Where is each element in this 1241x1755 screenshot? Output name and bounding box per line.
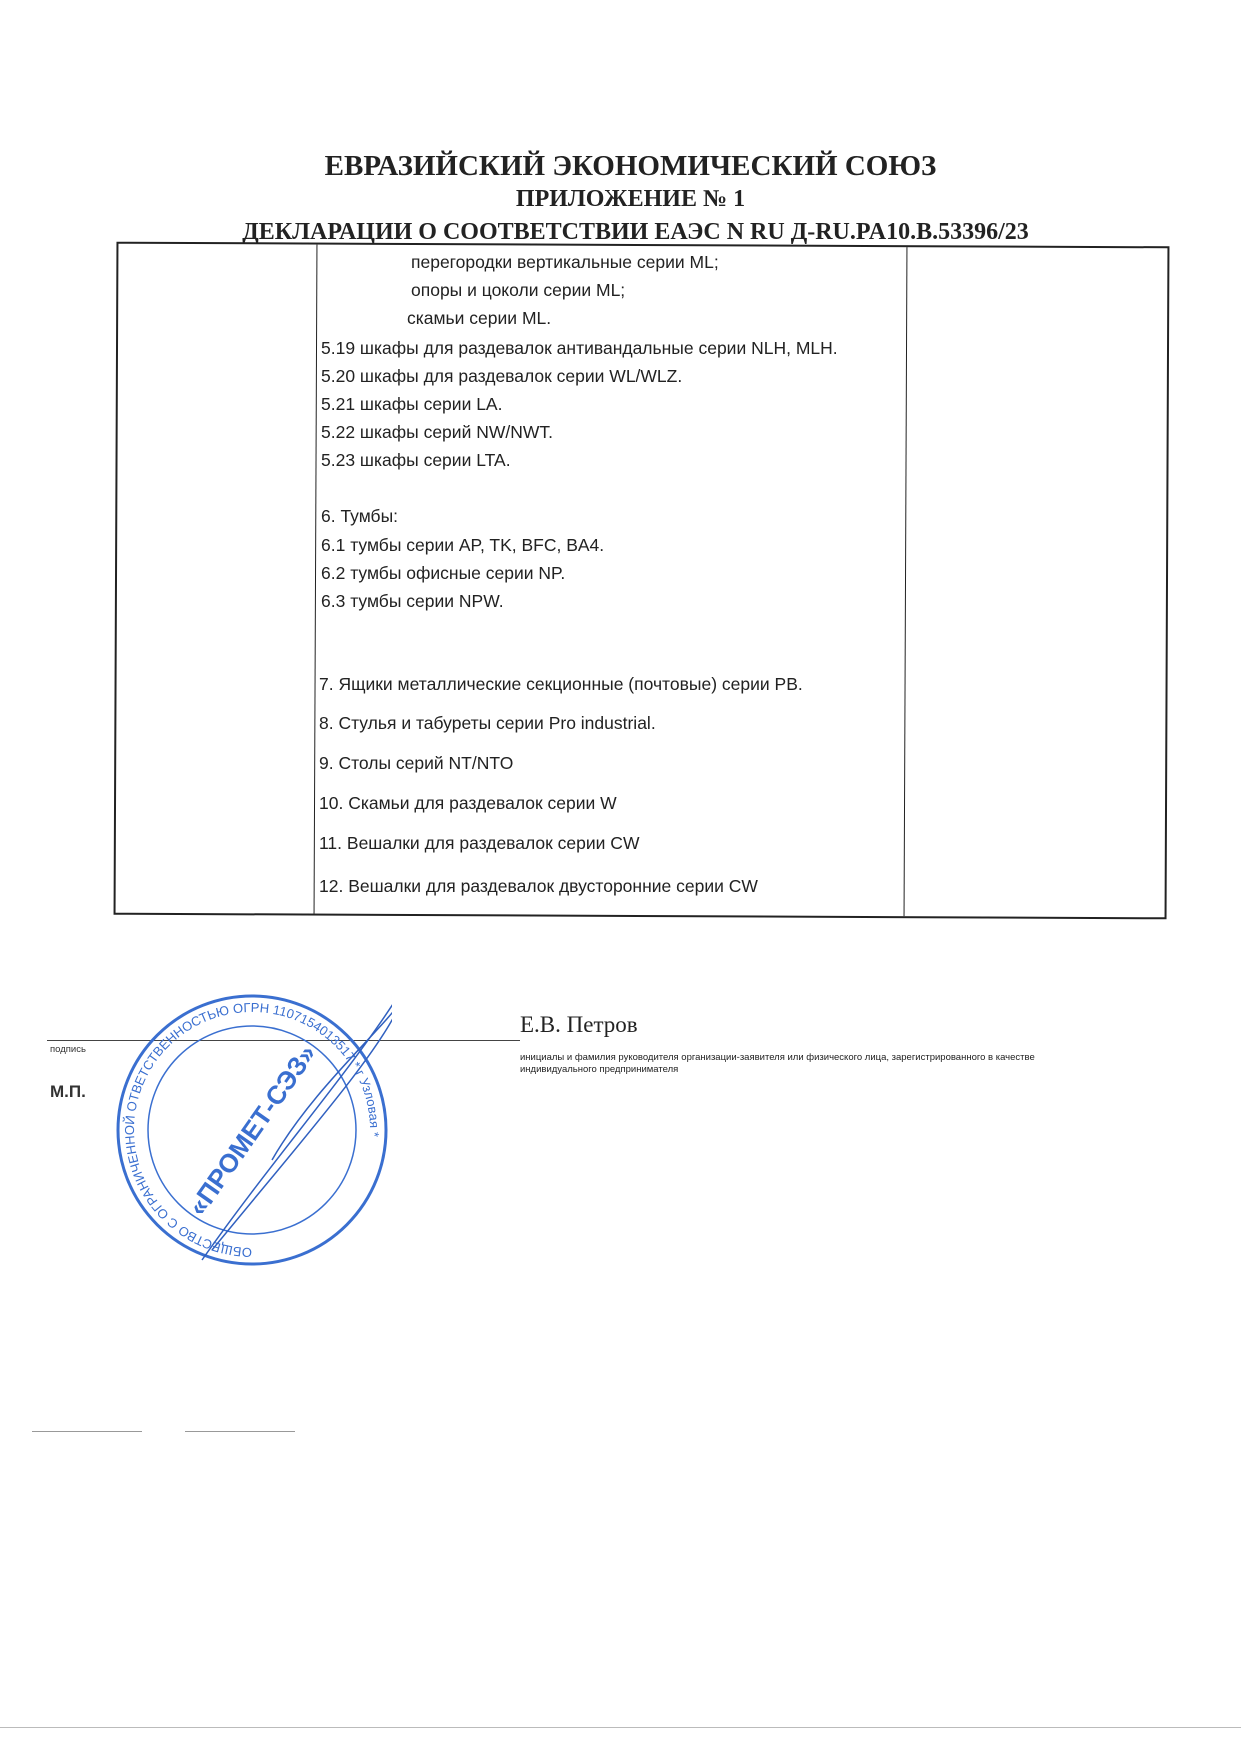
scan-artifact-line (0, 1727, 1241, 1728)
company-stamp (112, 990, 392, 1270)
list-item: перегородки вертикальные серии ML; (411, 252, 719, 272)
header-union: ЕВРАЗИЙСКИЙ ЭКОНОМИЧЕСКИЙ СОЮЗ (324, 150, 937, 182)
signature-stroke (202, 990, 392, 1260)
column-divider (904, 247, 908, 916)
list-item: 6.2 тумбы офисные серии NP. (321, 563, 566, 583)
list-item: 11. Вешалки для раздевалок серии CW (319, 833, 640, 853)
list-item: 5.22 шкафы серий NW/NWT. (321, 422, 553, 442)
list-item: 12. Вешалки для раздевалок двусторонние серии CW (319, 876, 758, 896)
list-item: 8. Стулья и табуреты серии Pro industrial. (319, 713, 656, 733)
list-item: скамьи серии ML. (407, 308, 552, 328)
scan-artifact-line (32, 1431, 142, 1432)
header-appendix: ПРИЛОЖЕНИЕ № 1 (515, 186, 746, 212)
scan-artifact-line (185, 1431, 295, 1432)
list-item: опоры и цоколи серии ML; (411, 280, 626, 300)
stamp-ring-text: ОБЩЕСТВО С ОГРАНИЧЕННОЙ ОТВЕТСТВЕННОСТЬЮ ОГРН 1107154013517 * г Узловая * (122, 999, 383, 1261)
list-item: 10. Скамьи для раздевалок серии W (319, 793, 617, 813)
column-divider (314, 245, 318, 914)
list-item: 6.1 тумбы серии AP, TK, BFC, BA4. (321, 535, 605, 555)
signatory-name: Е.В. Петров (520, 1012, 638, 1037)
seal-label: М.П. (50, 1082, 86, 1101)
list-item: 5.20 шкафы для раздевалок серии WL/WLZ. (321, 366, 683, 386)
list-item: 5.19 шкафы для раздевалок антивандальные серии NLH, MLH. (321, 338, 838, 358)
list-item: 5.21 шкафы серии LA. (321, 394, 503, 414)
list-item: 7. Ящики металлические секционные (почтовые) серии PB. (319, 674, 803, 694)
signatory-caption: инициалы и фамилия руководителя организации-заявителя или физического лица, зарегистрированного в качестве индивидуального предпринимателя (520, 1052, 1035, 1075)
header-declaration: ДЕКЛАРАЦИИ О СООТВЕТСТВИИ ЕАЭС N RU Д-RU.PA10.B.53396/23 (242, 219, 1029, 245)
list-item: 6.3 тумбы серии NPW. (321, 591, 504, 611)
list-item: 5.23 шкафы серии LTA. (321, 450, 511, 470)
stamp-center-text: «ПРОМЕТ-СЭЗ» (181, 1038, 323, 1222)
signature-label: подпись (50, 1044, 86, 1055)
list-item: 6. Тумбы: (321, 506, 399, 526)
list-item: 9. Столы серий NT/NTO (319, 753, 514, 773)
